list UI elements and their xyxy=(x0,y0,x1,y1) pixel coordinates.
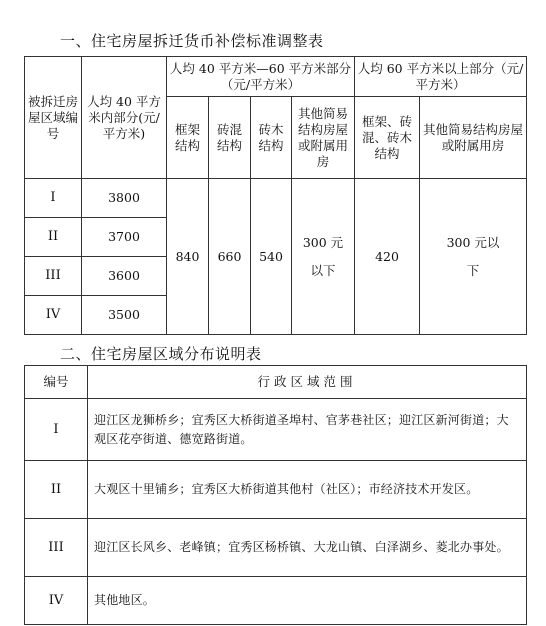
merged-other-simple-over60: 300 元以下 xyxy=(420,179,527,335)
zone-scope-cell: 迎江区龙狮桥乡；宜秀区大桥街道圣埠村、官茅巷社区；迎江区新河街道；大观区花亭街道、德宽路街道。 xyxy=(88,399,527,461)
header-over60: 人均 60 平方米以上部分（元/平方米） xyxy=(355,57,527,97)
zone-scope-cell: 大观区十里铺乡；宜秀区大桥街道其他村（社区）；市经济技术开发区。 xyxy=(88,461,527,519)
merged-other-simple: 300 元以下 xyxy=(292,179,355,335)
header-number: 编号 xyxy=(25,366,88,399)
header-range40-60: 人均 40 平方米—60 平方米部分（元/平方米） xyxy=(167,57,355,97)
zone-distribution-table xyxy=(24,365,527,625)
header-brick-wood: 砖木结构 xyxy=(251,97,292,179)
price-cell: 3600 xyxy=(82,257,167,296)
header-frame-brick-wood: 框架、砖混、砖木结构 xyxy=(355,97,420,179)
zone-number-cell: IV xyxy=(25,577,88,625)
header-zone: 被拆迁房屋区域编号 xyxy=(25,57,82,179)
header-brick-concrete: 砖混结构 xyxy=(209,97,251,179)
zone-scope-cell: 其他地区。 xyxy=(88,577,527,625)
zone-cell: I xyxy=(25,179,82,218)
header-other-simple: 其他简易结构房屋或附属用房 xyxy=(292,97,355,179)
merged-brick-concrete: 660 xyxy=(209,179,251,335)
zone-number-cell: III xyxy=(25,519,88,577)
price-cell: 3500 xyxy=(82,296,167,335)
price-cell: 3800 xyxy=(82,179,167,218)
header-scope: 行政区域范围 xyxy=(88,366,527,399)
header-frame: 框架结构 xyxy=(167,97,209,179)
section1-title: 一、住宅房屋拆迁货币补偿标准调整表 xyxy=(60,32,324,50)
zone-number-cell: II xyxy=(25,461,88,519)
merged-frame-brick-wood: 420 xyxy=(355,179,420,335)
zone-scope-cell: 迎江区长风乡、老峰镇；宜秀区杨桥镇、大龙山镇、白泽湖乡、菱北办事处。 xyxy=(88,519,527,577)
zone-number-cell: I xyxy=(25,399,88,461)
zone-cell: II xyxy=(25,218,82,257)
section2-title: 二、住宅房屋区域分布说明表 xyxy=(60,345,262,363)
price-cell: 3700 xyxy=(82,218,167,257)
merged-frame: 840 xyxy=(167,179,209,335)
header-within40: 人均 40 平方米内部分(元/平方米) xyxy=(82,57,167,179)
merged-brick-wood: 540 xyxy=(251,179,292,335)
header-other-simple-over60: 其他简易结构房屋或附属用房 xyxy=(420,97,527,179)
zone-cell: IV xyxy=(25,296,82,335)
compensation-standard-table xyxy=(24,56,527,335)
zone-cell: III xyxy=(25,257,82,296)
